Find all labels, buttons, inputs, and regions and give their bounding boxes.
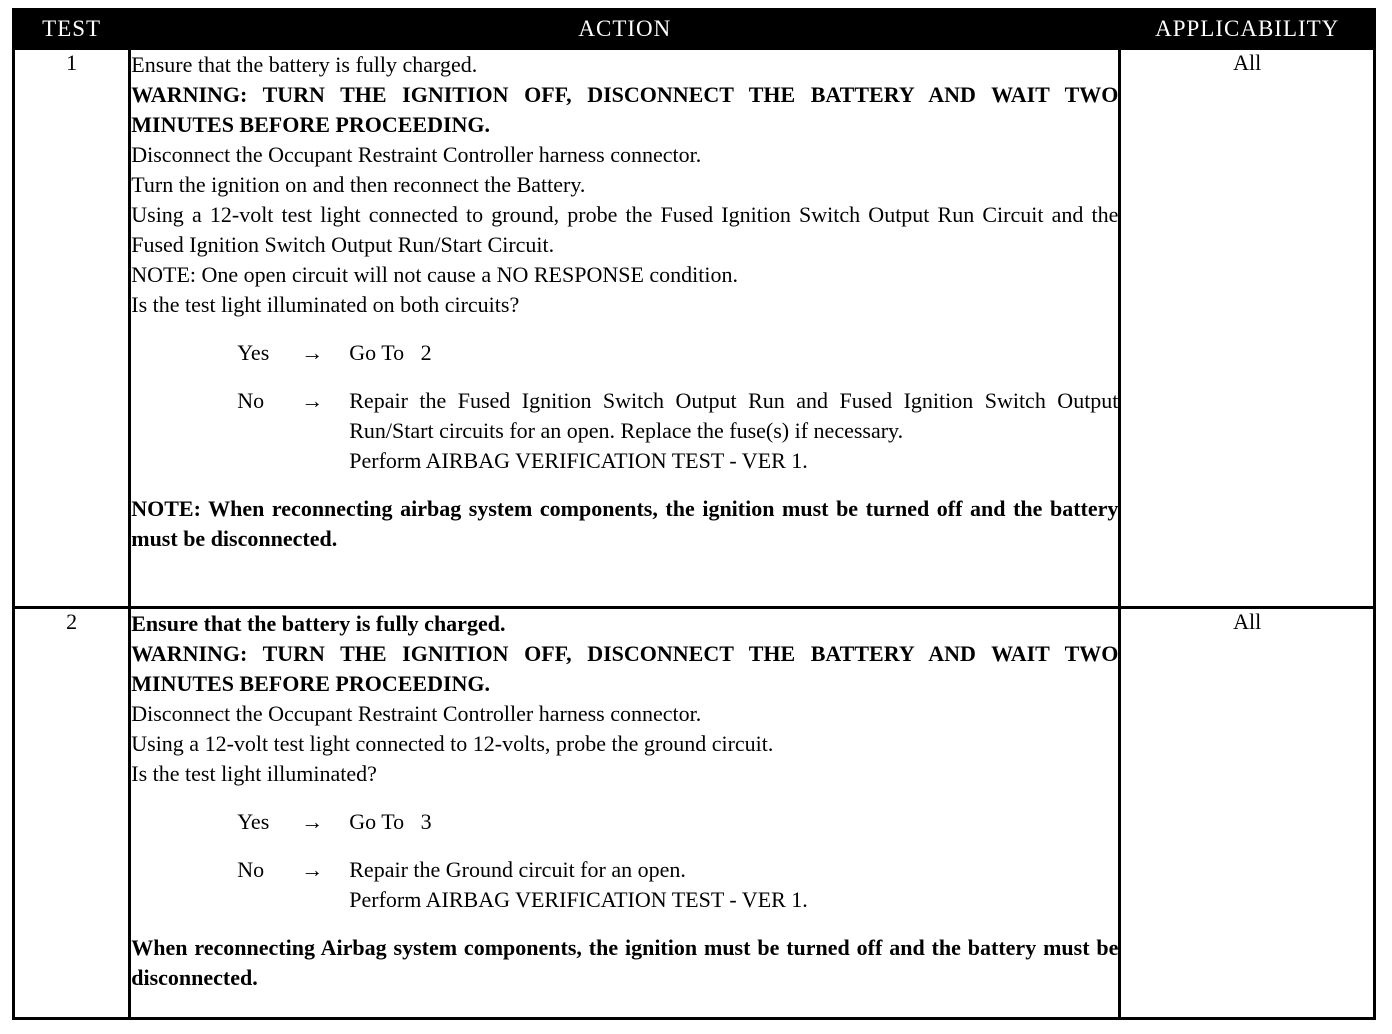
no-result — [349, 386, 1118, 476]
note-text: NOTE: One open circuit will not cause a NO RESPONSE condition. — [131, 262, 738, 287]
action-line: Using a 12-volt test light connected to ground, probe the Fused Ignition Switch Output Run Circuit and the Fused Ignition Switch Output Run/Start Circuit. — [131, 202, 1119, 257]
test-number: 2 — [14, 608, 130, 1019]
question-text: Is the test light illuminated? — [131, 761, 377, 786]
verification-text: Perform AIRBAG VERIFICATION TEST - VER 1. — [349, 448, 808, 473]
no-label: No — [237, 857, 265, 882]
action-line: Disconnect the Occupant Restraint Controller harness connector. — [131, 142, 702, 167]
header-applicability: APPLICABILITY — [1120, 10, 1375, 49]
verification-text: Perform AIRBAG VERIFICATION TEST - VER 1. — [349, 887, 808, 912]
table-header-row — [14, 10, 1375, 49]
right-arrow-icon: → — [301, 809, 324, 834]
applicability-value: All — [1120, 49, 1375, 608]
question-text: Is the test light illuminated on both circuits? — [131, 292, 520, 317]
header-test: TEST — [14, 10, 130, 49]
yes-label: Yes — [237, 340, 270, 365]
yes-label: Yes — [237, 809, 270, 834]
test-number: 1 — [14, 49, 130, 608]
warning-text: WARNING: TURN THE IGNITION OFF, DISCONNECT THE BATTERY AND WAIT TWO MINUTES BEFORE PROCEEDING. — [131, 641, 1119, 696]
right-arrow-icon: → — [301, 388, 324, 413]
action-cell — [130, 608, 1120, 1019]
diagnostic-procedure-table — [12, 8, 1376, 1020]
yes-branch — [237, 807, 1118, 837]
table-row — [14, 608, 1375, 1019]
yes-result: Go To 3 — [349, 809, 432, 834]
right-arrow-icon: → — [301, 340, 324, 365]
no-result — [349, 855, 1118, 915]
action-line: Disconnect the Occupant Restraint Controller harness connector. — [131, 701, 702, 726]
no-label: No — [237, 388, 265, 413]
action-line: Using a 12-volt test light connected to 12-volts, probe the ground circuit. — [131, 731, 774, 756]
yes-branch — [237, 338, 1118, 368]
reconnect-note: When reconnecting Airbag system components, the ignition must be turned off and the battery must be disconnected. — [131, 935, 1119, 990]
action-cell — [130, 49, 1120, 608]
table-row — [14, 49, 1375, 608]
no-branch — [237, 386, 1118, 476]
action-line: Ensure that the battery is fully charged. — [131, 52, 478, 77]
reconnect-note: NOTE: When reconnecting airbag system components, the ignition must be turned off and the battery must be disconnected. — [131, 496, 1119, 551]
action-line: Ensure that the battery is fully charged. — [131, 611, 506, 636]
action-line: Turn the ignition on and then reconnect the Battery. — [131, 172, 586, 197]
header-action: ACTION — [130, 10, 1120, 49]
warning-text: WARNING: TURN THE IGNITION OFF, DISCONNECT THE BATTERY AND WAIT TWO MINUTES BEFORE PROCEEDING. — [131, 82, 1119, 137]
no-result-text: Repair the Fused Ignition Switch Output Run and Fused Ignition Switch Output Run/Start circuits for an open. Replace the fuse(s) if necessary. — [349, 388, 1119, 443]
yes-result: Go To 2 — [349, 340, 432, 365]
no-result-text: Repair the Ground circuit for an open. — [349, 857, 686, 882]
applicability-value: All — [1120, 608, 1375, 1019]
right-arrow-icon: → — [301, 857, 324, 882]
no-branch — [237, 855, 1118, 915]
